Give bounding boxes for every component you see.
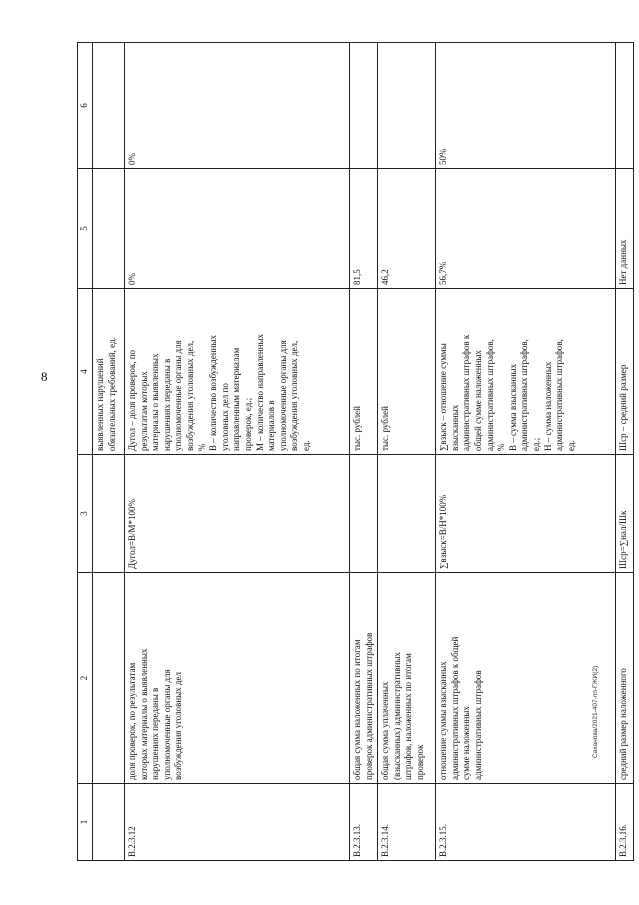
cell-text-line: В – сумма взысканных — [507, 363, 518, 451]
cell-text-line: средний размер наложенного — [618, 668, 629, 780]
cell-text-line: В – количество возбужденных — [208, 334, 219, 451]
cell-text-line: (взысканных) административных — [391, 652, 402, 780]
cell-text-line: нарушениях переданы в — [150, 687, 161, 780]
description-cell — [378, 289, 436, 455]
cell-text-line: 81,5 — [352, 269, 362, 285]
header-cell: 2 — [78, 573, 93, 784]
cell-text-line: обязательных требований, ед. — [106, 337, 117, 451]
page-number: 8 — [41, 369, 48, 384]
cell-text-line: тыс. рублей — [380, 406, 391, 451]
indicator-cell — [378, 573, 436, 784]
cell-text-line: 56,7% — [438, 261, 449, 285]
cell-text-line: Нет данных — [618, 239, 629, 285]
cell-text-line: % — [196, 443, 207, 451]
cell-text-line: сумме наложенных — [461, 706, 472, 780]
cell-text-line: отношение суммы взысканных — [438, 661, 449, 780]
table-row — [616, 43, 634, 861]
indicator-cell — [616, 573, 634, 784]
cell-text-line: административных штрафов, — [484, 339, 495, 451]
header-row — [78, 43, 93, 861]
cell-text-line: В.2.3.12 — [127, 826, 137, 857]
cell-text-line: ед.; — [530, 437, 541, 451]
indicator-cell — [350, 573, 378, 784]
cell-text-line: административных штрафов, — [519, 339, 530, 451]
cell-text-line: Шср=∑нал/Шк — [618, 510, 629, 569]
value-cell — [378, 169, 436, 289]
indicator-cell — [125, 573, 350, 784]
description-cell — [616, 289, 634, 455]
target-cell — [436, 43, 616, 169]
header-cell: 5 — [78, 169, 93, 289]
cell-text-line: ∑взыск=В/Н*100% — [438, 494, 449, 569]
header-cell: 1 — [78, 784, 93, 861]
value-cell — [93, 169, 125, 289]
cell-text-line: возбуждения уголовных дел, — [289, 340, 300, 451]
cell-text-line: Дугол=В/М*100% — [127, 498, 137, 569]
target-cell — [616, 43, 634, 169]
target-cell — [378, 43, 436, 169]
cell-text-line: административных штрафов к общей — [449, 636, 460, 780]
table-row — [436, 43, 616, 861]
cell-text-line: 46,2 — [380, 269, 391, 285]
rotated-table-sheet — [77, 43, 629, 861]
value-cell — [350, 169, 378, 289]
cell-text-line: которых материалы о выявленных — [138, 648, 149, 780]
cell-text-line: ед. — [300, 440, 311, 451]
description-cell — [436, 289, 616, 455]
cell-text-line: нарушениях переданы в — [161, 358, 172, 451]
header-cell: 4 — [78, 289, 93, 455]
cell-text-line: ед. — [565, 440, 576, 451]
code-cell — [616, 784, 634, 861]
code-cell — [378, 784, 436, 861]
description-cell — [125, 289, 350, 455]
cell-text-line: административных штрафов, — [554, 339, 565, 451]
formula-cell — [378, 455, 436, 573]
cell-text-line: тыс. рублей — [352, 406, 362, 451]
cell-text-line: Шср – средний размер — [618, 364, 629, 451]
code-cell — [93, 784, 125, 861]
code-cell — [350, 784, 378, 861]
description-cell — [93, 289, 125, 455]
value-cell — [436, 169, 616, 289]
cell-text-line: материалы о выявленных — [150, 353, 161, 451]
cell-text-line: В.2.3.15. — [438, 823, 449, 857]
target-cell — [93, 43, 125, 169]
cell-text-line: выявленных нарушений — [95, 358, 105, 451]
code-cell — [436, 784, 616, 861]
cell-text-line: 0% — [127, 273, 137, 285]
cell-text-line: уполномоченные органы для — [161, 669, 172, 780]
table-row — [125, 43, 350, 861]
cell-text-line: Н – сумма наложенных — [542, 361, 553, 451]
description-cell — [350, 289, 378, 455]
cell-text-line: ∑взыск – отношение суммы — [438, 343, 449, 451]
document-footer-code: Саханова/2021-407-пп-ГЖИ(2) — [592, 665, 599, 758]
indicators-table — [77, 42, 634, 861]
cell-text-line: результатам которых — [138, 371, 149, 451]
code-cell — [125, 784, 350, 861]
cell-text-line: взысканных — [449, 404, 460, 451]
formula-cell — [93, 455, 125, 573]
cell-text-line: проверок — [414, 744, 425, 780]
formula-cell — [350, 455, 378, 573]
cell-text-line: В.2.3.16. — [618, 823, 629, 857]
target-cell — [350, 43, 378, 169]
cell-text-line: В.2.3.14. — [380, 823, 391, 857]
header-cell: 6 — [78, 43, 93, 169]
formula-cell — [125, 455, 350, 573]
value-cell — [616, 169, 634, 289]
cell-text-line: М – количество направленных — [254, 333, 265, 451]
cell-text-line: доля проверок, по результатам — [127, 662, 137, 780]
cell-text-line: 50% — [438, 148, 449, 165]
cell-text-line: направленным материалам — [231, 347, 242, 451]
cell-text-line: % — [496, 443, 507, 451]
cell-text-line: уполномоченные органы для — [173, 340, 184, 451]
table-row — [350, 43, 378, 861]
table-row — [378, 43, 436, 861]
cell-text-line: возбуждения уголовных дел — [173, 672, 184, 780]
cell-text-line: В.2.3.13. — [352, 823, 362, 857]
cell-text-line: 0% — [127, 153, 137, 165]
header-cell: 3 — [78, 455, 93, 573]
cell-text-line: общая сумма уплаченных — [380, 681, 391, 780]
target-cell — [125, 43, 350, 169]
cell-text-line: проверок административных штрафов — [363, 632, 374, 780]
indicator-cell — [436, 573, 616, 784]
cell-text-line: штрафов, наложенных по итогам — [403, 653, 414, 780]
cell-text-line: проверок, ед.; — [242, 397, 253, 451]
value-cell — [125, 169, 350, 289]
formula-cell — [616, 455, 634, 573]
cell-text-line: административных штрафов к — [461, 334, 472, 451]
cell-text-line: возбуждения уголовных дел, — [184, 340, 195, 451]
cell-text-line: уголовных дел по — [219, 383, 230, 451]
indicator-cell — [93, 573, 125, 784]
cell-text-line: общая сумма наложенных по итогам — [352, 639, 362, 780]
cell-text-line: общей сумме наложенных — [472, 350, 483, 451]
cell-text-line: уполномоченные органы для — [277, 340, 288, 451]
table-row — [93, 43, 125, 861]
cell-text-line: административных штрафов — [472, 670, 483, 780]
formula-cell — [436, 455, 616, 573]
cell-text-line: материалов в — [266, 400, 277, 451]
cell-text-line: Дугол – доля проверок, по — [127, 349, 137, 451]
